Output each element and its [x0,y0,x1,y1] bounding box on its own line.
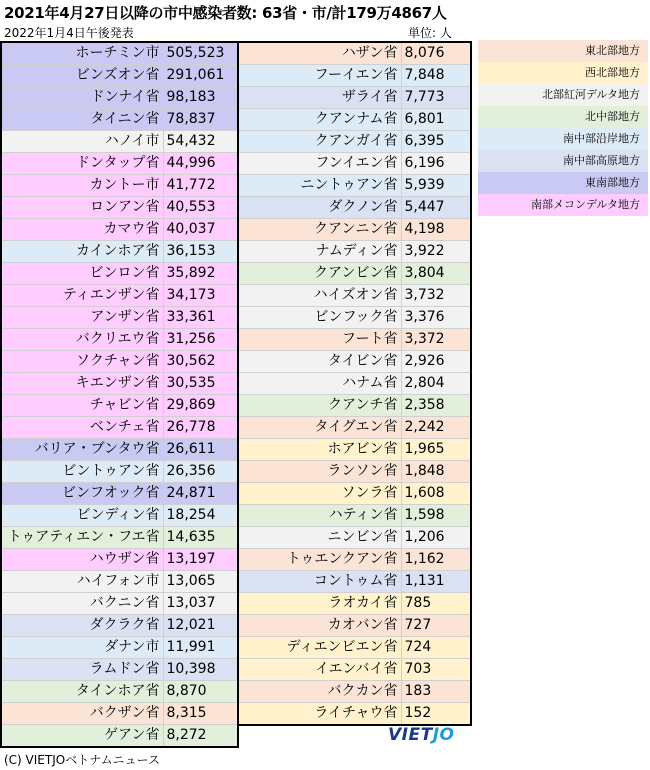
case-count: 3,804 [401,263,471,285]
table-row [1,351,238,373]
table-row [1,373,238,395]
province-name: ザライ省 [238,87,401,109]
province-name: タインホア省 [1,681,163,703]
table-row [1,395,238,417]
copyright-text: (C) VIETJOベトナムニュース [4,753,161,767]
case-count: 13,197 [163,549,238,571]
province-name: ベンチェ省 [1,417,163,439]
case-count: 6,395 [401,131,471,153]
province-name: バクカン省 [238,681,401,703]
province-name: ホアビン省 [238,439,401,461]
table-row [238,351,471,373]
case-count: 40,553 [163,197,238,219]
case-count: 12,021 [163,615,238,637]
table-row [1,659,238,681]
table-row [1,307,238,329]
unit-label: 単位: 人 [408,26,452,40]
province-name: フーイエン省 [238,65,401,87]
case-count: 10,398 [163,659,238,681]
case-count: 26,778 [163,417,238,439]
case-count: 1,848 [401,461,471,483]
province-name: ニントゥアン省 [238,175,401,197]
table-row [1,505,238,527]
case-count: 2,242 [401,417,471,439]
province-name: ラムドン省 [1,659,163,681]
table-row [1,483,238,505]
province-name: バクリエウ省 [1,329,163,351]
logo-part2: JO [432,725,455,745]
case-count: 183 [401,681,471,703]
case-count: 8,076 [401,42,471,65]
case-count: 3,372 [401,329,471,351]
table-row [238,571,471,593]
province-name: ビントゥアン省 [1,461,163,483]
table-row [1,417,238,439]
case-count: 30,562 [163,351,238,373]
table-row [1,87,238,109]
province-name: バリア・ブンタウ省 [1,439,163,461]
table-row [238,637,471,659]
province-name: クアンチ省 [238,395,401,417]
table-row [1,637,238,659]
page-title: 2021年4月27日以降の市中感染者数: 63省・市/計179万4867人 [4,4,447,22]
table-row [1,615,238,637]
case-count: 1,131 [401,571,471,593]
table-row [238,659,471,681]
case-count: 7,773 [401,87,471,109]
case-count: 4,198 [401,219,471,241]
province-name: ソンラ省 [238,483,401,505]
case-count: 98,183 [163,87,238,109]
province-name: ビンフオック省 [1,483,163,505]
province-name: タイニン省 [1,109,163,131]
table-row [238,307,471,329]
table-row [1,527,238,549]
province-name: ランソン省 [238,461,401,483]
case-count: 35,892 [163,263,238,285]
province-name: ハイズオン省 [238,285,401,307]
case-count: 33,361 [163,307,238,329]
case-count: 1,162 [401,549,471,571]
legend-item: 東北部地方 [478,40,648,62]
case-count: 6,196 [401,153,471,175]
legend-item: 南部メコンデルタ地方 [478,194,648,216]
case-count: 44,996 [163,153,238,175]
table-row [238,329,471,351]
case-count: 727 [401,615,471,637]
case-count: 34,173 [163,285,238,307]
table-row [238,109,471,131]
province-name: ハティン省 [238,505,401,527]
table-row [1,549,238,571]
table-row [238,681,471,703]
case-count: 291,061 [163,65,238,87]
table-row [1,571,238,593]
province-name: ドンタップ省 [1,153,163,175]
table-row [238,527,471,549]
table-row [238,615,471,637]
case-count: 26,611 [163,439,238,461]
province-name: ゲアン省 [1,725,163,748]
province-name: ハウザン省 [1,549,163,571]
province-name: ディエンビエン省 [238,637,401,659]
table-row [1,197,238,219]
table-row [238,395,471,417]
table-row [238,65,471,87]
table-row [1,263,238,285]
province-name: ナムディン省 [238,241,401,263]
table-row [1,131,238,153]
case-count: 5,939 [401,175,471,197]
table-row [238,417,471,439]
province-name: バクニン省 [1,593,163,615]
case-count: 30,535 [163,373,238,395]
province-name: ライチャウ省 [238,703,401,726]
province-name: チャビン省 [1,395,163,417]
province-name: フート省 [238,329,401,351]
case-count: 26,356 [163,461,238,483]
province-name: ハナム省 [238,373,401,395]
table-row [1,65,238,87]
case-count: 724 [401,637,471,659]
case-count: 3,376 [401,307,471,329]
case-count: 2,804 [401,373,471,395]
table-row [1,42,238,65]
region-legend [478,40,648,216]
case-count: 13,037 [163,593,238,615]
table-row [1,153,238,175]
case-count: 152 [401,703,471,726]
legend-item: 西北部地方 [478,62,648,84]
case-count: 5,447 [401,197,471,219]
province-name: フンイエン省 [238,153,401,175]
case-count: 505,523 [163,42,238,65]
province-name: ホーチミン市 [1,42,163,65]
publish-date: 2022年1月4日午後発表 [4,26,134,40]
table-row [1,109,238,131]
province-name: イエンバイ省 [238,659,401,681]
province-name: キエンザン省 [1,373,163,395]
province-name: ロンアン省 [1,197,163,219]
province-name: アンザン省 [1,307,163,329]
case-count: 14,635 [163,527,238,549]
table-row [238,241,471,263]
case-count: 7,848 [401,65,471,87]
province-name: ソクチャン省 [1,351,163,373]
province-name: ニンビン省 [238,527,401,549]
table-row [1,175,238,197]
table-row [1,703,238,725]
table-row [238,153,471,175]
case-count: 785 [401,593,471,615]
case-count: 40,037 [163,219,238,241]
province-name: クアンニン省 [238,219,401,241]
table-row [1,241,238,263]
case-count: 8,870 [163,681,238,703]
table-row [238,703,471,726]
province-name: トゥエンクアン省 [238,549,401,571]
case-count: 41,772 [163,175,238,197]
province-name: ビンフック省 [238,307,401,329]
legend-item: 南中部高原地方 [478,150,648,172]
table-row [238,263,471,285]
table-row [238,505,471,527]
province-name: ビンディン省 [1,505,163,527]
province-name: バクザン省 [1,703,163,725]
table-row [238,197,471,219]
province-name: カマウ省 [1,219,163,241]
table-row [238,175,471,197]
logo-part1: VIET [388,725,433,745]
case-count: 6,801 [401,109,471,131]
table-row [1,285,238,307]
legend-item: 北中部地方 [478,106,648,128]
province-name: ハイフォン市 [1,571,163,593]
case-count: 29,869 [163,395,238,417]
province-name: カオバン省 [238,615,401,637]
table-row [238,131,471,153]
table-row [1,461,238,483]
case-count: 703 [401,659,471,681]
table-row [238,87,471,109]
legend-item: 東南部地方 [478,172,648,194]
case-count: 36,153 [163,241,238,263]
province-name: ハザン省 [238,42,401,65]
table-row [238,439,471,461]
case-count: 3,922 [401,241,471,263]
legend-item: 南中部沿岸地方 [478,128,648,150]
table-row [238,549,471,571]
province-name: クアンナム省 [238,109,401,131]
case-count: 8,272 [163,725,238,748]
province-name: ダナン市 [1,637,163,659]
table-row [238,461,471,483]
table-row [1,725,238,748]
province-name: コントゥム省 [238,571,401,593]
province-name: カインホア省 [1,241,163,263]
case-count: 78,837 [163,109,238,131]
case-count: 54,432 [163,131,238,153]
table-row [238,483,471,505]
province-name: トゥアティエン・フエ省 [1,527,163,549]
province-name: クアンガイ省 [238,131,401,153]
table-row [1,439,238,461]
right-case-table [237,41,472,726]
province-name: ダクノン省 [238,197,401,219]
province-name: ラオカイ省 [238,593,401,615]
table-row [238,593,471,615]
province-name: ダクラク省 [1,615,163,637]
case-count: 1,598 [401,505,471,527]
case-count: 8,315 [163,703,238,725]
case-count: 2,926 [401,351,471,373]
province-name: カントー市 [1,175,163,197]
case-count: 2,358 [401,395,471,417]
case-count: 13,065 [163,571,238,593]
province-name: ビンズオン省 [1,65,163,87]
left-case-table [0,41,239,748]
province-name: タイグエン省 [238,417,401,439]
province-name: ティエンザン省 [1,285,163,307]
province-name: ドンナイ省 [1,87,163,109]
case-count: 31,256 [163,329,238,351]
table-row [1,219,238,241]
table-row [238,285,471,307]
legend-item: 北部紅河デルタ地方 [478,84,648,106]
province-name: ビンロン省 [1,263,163,285]
province-name: ハノイ市 [1,131,163,153]
province-name: クアンビン省 [238,263,401,285]
case-count: 1,206 [401,527,471,549]
case-count: 11,991 [163,637,238,659]
province-name: タイビン省 [238,351,401,373]
table-row [1,329,238,351]
vietjo-logo [388,725,454,745]
case-count: 24,871 [163,483,238,505]
table-row [1,593,238,615]
case-count: 18,254 [163,505,238,527]
case-count: 1,965 [401,439,471,461]
table-row [238,42,471,65]
table-row [238,219,471,241]
case-count: 1,608 [401,483,471,505]
table-row [238,373,471,395]
case-count: 3,732 [401,285,471,307]
table-row [1,681,238,703]
